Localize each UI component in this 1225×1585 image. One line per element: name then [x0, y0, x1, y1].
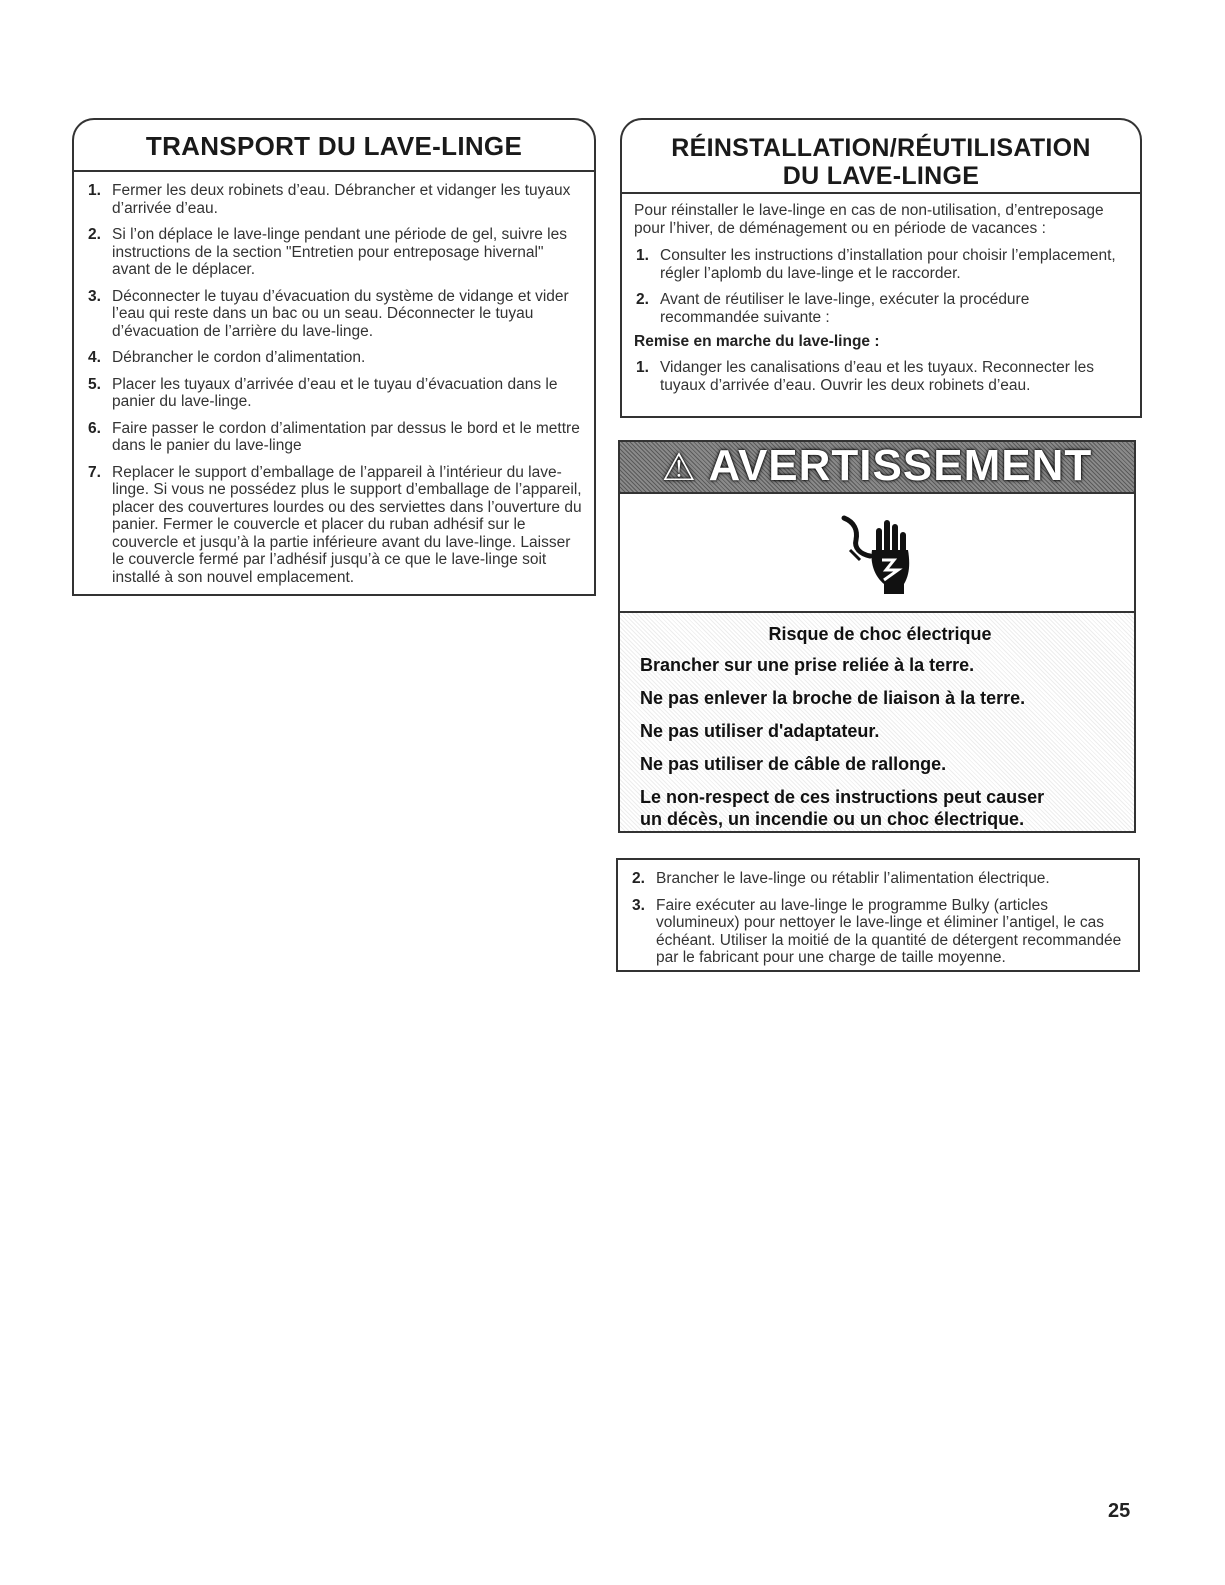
warning-line: Le non-respect de ces instructions peut causer un décès, un incendie ou un choc électrique.	[640, 787, 1045, 829]
list-item: 1. Fermer les deux robinets d’eau. Débrancher et vidanger les tuyaux d’arrivée d’eau.	[88, 182, 571, 217]
warning-heading: Risque de choc électrique	[768, 624, 992, 644]
warning-line: Ne pas enlever la broche de liaison à la terre.	[640, 688, 1026, 708]
warning-line: Ne pas utiliser d'adaptateur.	[640, 721, 880, 741]
transport-section	[72, 118, 596, 596]
reinstall-steps	[622, 247, 1130, 326]
reinstall-intro: Pour réinstaller le lave-linge en cas de non-utilisation, d’entreposage pour l’hiver, de déménagement ou en période de vacances :	[634, 202, 1104, 237]
title-tab-border	[72, 118, 596, 170]
reinstall-title-tab	[620, 118, 1142, 192]
reinstall-body	[620, 192, 1142, 418]
page-number: 25	[1108, 1500, 1131, 1522]
list-item: 5. Placer les tuyaux d’arrivée d’eau et le tuyau d’évacuation dans le panier du lave-linge.	[88, 375, 558, 410]
transport-title: TRANSPORT DU LAVE-LINGE	[145, 131, 523, 161]
list-item: 3. Faire exécuter au lave-linge le programme Bulky (articles volumineux) pour nettoyer le lave-linge et éliminer l’antigel, le cas échéant. Utiliser la moitié de la quantité de détergent recommandée par le fabricant pour une charge de taille moyenne.	[632, 896, 1122, 966]
list-item: 2. Avant de réutiliser le lave-linge, exécuter la procédure recommandée suivante :	[636, 291, 1030, 326]
list-item: 2. Si l’on déplace le lave-linge pendant une période de gel, suivre les instructions de la section "Entretien pour entreposage hivernal" avant de le déplacer.	[88, 226, 567, 278]
warning-triangle-icon: ⚠	[661, 447, 697, 489]
list-item: 4. Débrancher le cordon d’alimentation.	[88, 349, 366, 366]
warning-header-band	[620, 442, 1134, 492]
transport-steps	[74, 182, 584, 586]
warning-box	[618, 440, 1136, 833]
transport-body	[72, 170, 596, 596]
reinstall-subheading: Remise en marche du lave-linge :	[634, 333, 880, 350]
transport-title-tab	[72, 118, 596, 170]
list-item: 2. Brancher le lave-linge ou rétablir l’alimentation électrique.	[632, 870, 1050, 887]
warning-text-area	[640, 624, 1120, 841]
list-item: 6. Faire passer le cordon d’alimentation par dessus le bord et le mettre dans le panier du lave-linge	[88, 419, 580, 454]
reinstall-title-line1: RÉINSTALLATION/RÉUTILISATION	[671, 134, 1091, 162]
title-tab-border	[620, 118, 1142, 192]
reinstall-title-line2: DU LAVE-LINGE	[782, 162, 980, 190]
warning-line: Ne pas utiliser de câble de rallonge.	[640, 754, 947, 774]
list-item: 1. Consulter les instructions d’installation pour choisir l’emplacement, régler l’aplomb du lave-linge et le raccorder.	[636, 247, 1116, 282]
warning-title: ⚠ AVERTISSEMENT	[661, 441, 1093, 490]
list-item: 7. Replacer le support d’emballage de l’appareil à l’intérieur du lave-linge. Si vous ne possédez plus le support d’emballage de l’appareil, placer des couvertures lourdes ou des serviettes dans l’ouverture du panier. Fermer le couvercle et placer du ruban adhésif sur le couvercle et jusqu’à la partie inférieure avant du lave-linge. Laisser le couvercle fermé par l’adhésif jusqu’à ce que le lave-linge soit installé à son nouvel emplacement.	[88, 463, 582, 586]
list-item: 1. Vidanger les canalisations d’eau et les tuyaux. Reconnecter les tuyaux d’arrivée d’eau. Ouvrir les deux robinets d’eau.	[636, 359, 1094, 394]
continued-steps-box	[616, 858, 1140, 972]
warning-line: Brancher sur une prise reliée à la terre.	[640, 655, 975, 675]
continued-steps	[618, 870, 1130, 967]
icon-panel	[620, 492, 1134, 613]
electric-shock-hand-icon	[832, 504, 932, 604]
list-item: 3. Déconnecter le tuyau d’évacuation du système de vidange et vider l’eau qui reste dans un bac ou un seau. Déconnecter le tuyau d’évacuation de l’arrière du lave-linge.	[88, 287, 569, 340]
restart-steps	[622, 359, 1130, 394]
reinstall-section	[620, 118, 1142, 418]
